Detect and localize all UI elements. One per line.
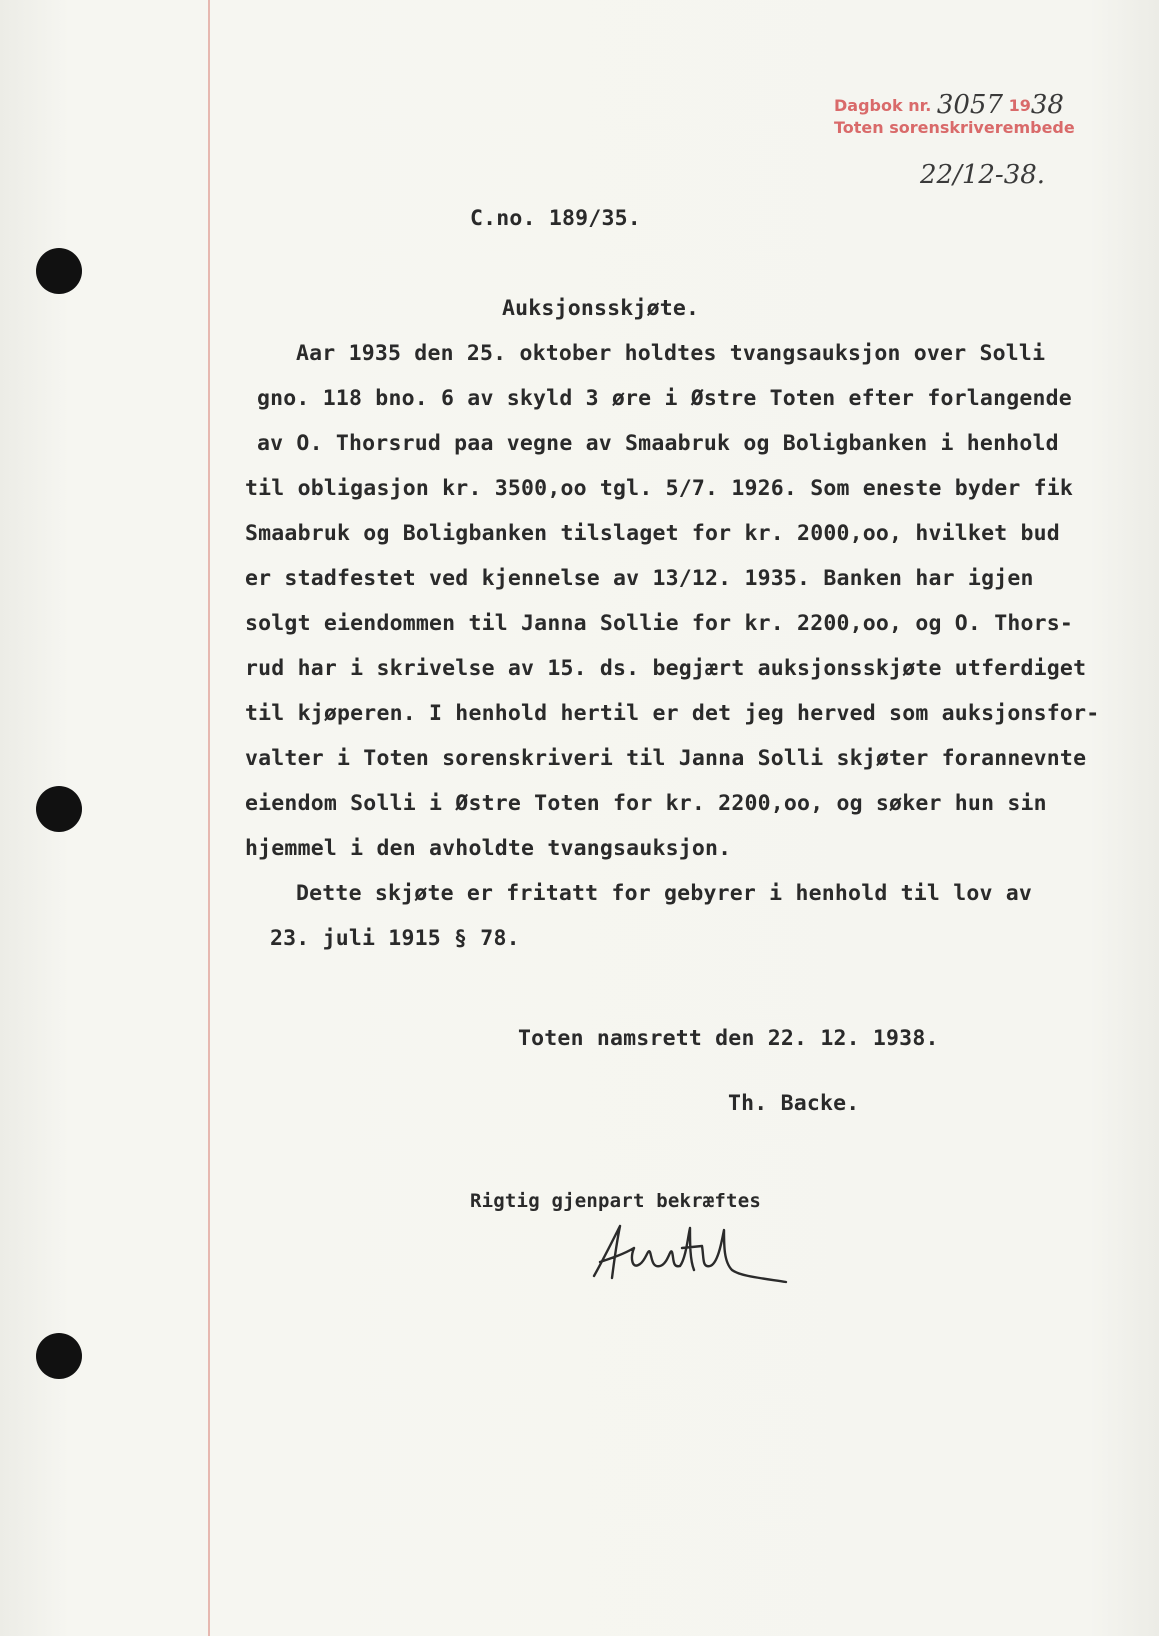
body-line: gno. 118 bno. 6 av skyld 3 øre i Østre Toten efter forlangende xyxy=(257,386,1072,411)
document-title: Auksjonsskjøte. xyxy=(502,296,700,321)
dagbok-number: 3057 xyxy=(936,90,1004,120)
body-line: valter i Toten sorenskriveri til Janna Solli skjøter forannevnte xyxy=(245,746,1087,771)
body-line: rud har i skrivelse av 15. ds. begjært auksjonsskjøte utferdiget xyxy=(245,656,1087,681)
punch-hole xyxy=(36,786,82,832)
place-date: Toten namsrett den 22. 12. 1938. xyxy=(518,1026,939,1051)
body-line: eiendom Solli i Østre Toten for kr. 2200,oo, og søker hun sin xyxy=(245,791,1047,816)
certification-text: Rigtig gjenpart bekræftes xyxy=(470,1190,761,1212)
red-margin-line xyxy=(208,0,210,1636)
body-line: Aar 1935 den 25. oktober holdtes tvangsauksjon over Solli xyxy=(296,341,1046,366)
body-line: hjemmel i den avholdte tvangsauksjon. xyxy=(245,836,732,861)
punch-hole xyxy=(36,248,82,294)
body-line: av O. Thorsrud paa vegne av Smaabruk og Boligbanken i henhold xyxy=(257,431,1059,456)
registry-stamp xyxy=(834,90,1075,190)
stamp-office: Toten sorenskriverembede xyxy=(834,118,1075,137)
handwritten-signature xyxy=(590,1218,790,1290)
body-line: 23. juli 1915 § 78. xyxy=(270,926,520,951)
handwritten-date: 22/12-38. xyxy=(920,160,1046,190)
stamp-year-prefix: 19 xyxy=(1008,96,1031,115)
stamp-label: Dagbok nr. xyxy=(834,96,932,115)
body-line: solgt eiendommen til Janna Sollie for kr. 2200,oo, og O. Thors- xyxy=(245,611,1074,636)
body-line: Smaabruk og Boligbanken tilslaget for kr. 2000,oo, hvilket bud xyxy=(245,521,1060,546)
stamp-line-1 xyxy=(834,90,1075,120)
punch-hole xyxy=(36,1333,82,1379)
stamp-year-suffix: 38 xyxy=(1030,90,1064,120)
body-line: Dette skjøte er fritatt for gebyrer i henhold til lov av xyxy=(296,881,1033,906)
signer-name: Th. Backe. xyxy=(728,1091,860,1116)
body-line: til kjøperen. I henhold hertil er det jeg herved som auksjonsfor- xyxy=(245,701,1100,726)
body-line: er stadfestet ved kjennelse av 13/12. 1935. Banken har igjen xyxy=(245,566,1034,591)
case-number: C.no. 189/35. xyxy=(470,206,641,231)
body-line: til obligasjon kr. 3500,oo tgl. 5/7. 1926. Som eneste byder fik xyxy=(245,476,1074,501)
